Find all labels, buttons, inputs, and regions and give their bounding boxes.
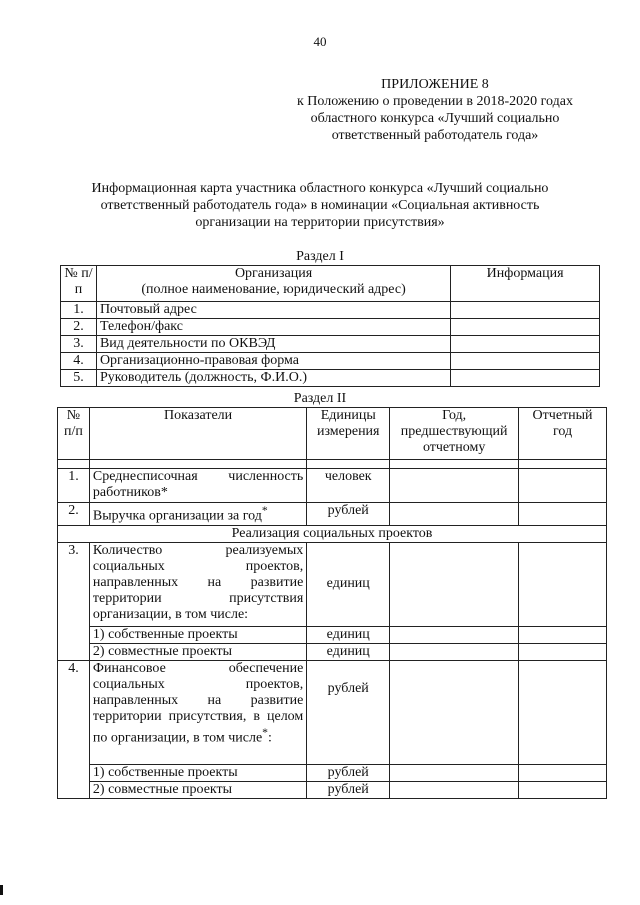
footnote-mark: * [262, 725, 268, 739]
table-row [58, 503, 607, 526]
row-label-text: Финансовое обеспечение социальных проектов, направленных на развитие территории присутствия, в целом по организации, в том числе [92, 660, 304, 746]
table-row [61, 353, 600, 370]
section-1-title: Раздел I [296, 249, 344, 264]
row-number: 2. [61, 319, 97, 336]
unit-cell: единиц [307, 542, 390, 626]
document-title [60, 180, 580, 231]
table-row [61, 336, 600, 353]
value-cell[interactable] [519, 469, 607, 503]
unit-cell: человек [307, 469, 390, 503]
unit-cell: рублей [307, 660, 390, 764]
table-row [61, 370, 600, 387]
value-cell[interactable] [519, 542, 607, 626]
row-number: 5. [61, 370, 97, 387]
subrow-label: 2) совместные проекты [89, 781, 306, 798]
unit-cell: единиц [307, 626, 390, 643]
num-header: № п/п [58, 408, 90, 460]
row-label-text: Выручка организации за год [92, 508, 262, 524]
row-label-suffix: : [268, 730, 272, 746]
table-header-row [61, 266, 600, 302]
appendix-line: к Положению о проведении в 2018-2020 годах [297, 94, 573, 109]
title-line: ответственный работодатель года» в номинации «Социальная активность [100, 198, 540, 213]
table-row [61, 319, 600, 336]
row-label: Телефон/факс [96, 319, 450, 336]
row-label: Почтовый адрес [96, 302, 450, 319]
info-cell[interactable] [451, 336, 600, 353]
row-number: 1. [58, 469, 90, 503]
row-label [89, 660, 306, 764]
row-number: 1. [61, 302, 97, 319]
row-label [89, 503, 306, 526]
subrow-label: 1) собственные проекты [89, 626, 306, 643]
org-header-sub: (полное наименование, юридический адрес) [141, 282, 406, 297]
row-label: Среднесписочная численность работников* [89, 469, 306, 503]
row-number: 4. [58, 660, 90, 798]
info-cell[interactable] [451, 353, 600, 370]
value-cell[interactable] [519, 643, 607, 660]
table-subrow [58, 626, 607, 643]
page-number: 40 [313, 34, 327, 49]
unit-cell: рублей [307, 764, 390, 781]
units-header: Единицы измерения [307, 408, 390, 460]
report-year-header: Отчетный год [519, 408, 607, 460]
subrow-label: 2) совместные проекты [89, 643, 306, 660]
num-header: № п/п [61, 266, 97, 302]
row-number: 2. [58, 503, 90, 526]
unit-cell: рублей [307, 781, 390, 798]
info-cell[interactable] [451, 319, 600, 336]
subrow-label: 1) собственные проекты [89, 764, 306, 781]
table-header-row [58, 408, 607, 460]
section-2-title: Раздел II [293, 391, 347, 406]
title-line: организации на территории присутствия» [195, 215, 445, 230]
info-cell[interactable] [451, 302, 600, 319]
scan-edge-mark [0, 885, 3, 895]
appendix-line: областного конкурса «Лучший социально [310, 111, 560, 126]
value-cell[interactable] [519, 503, 607, 526]
prev-year-header: Год, предшествующий отчетному [390, 408, 519, 460]
unit-cell: рублей [307, 503, 390, 526]
org-header-title: Организация [234, 266, 313, 281]
row-label: Вид деятельности по ОКВЭД [96, 336, 450, 353]
info-header: Информация [451, 266, 600, 302]
info-cell[interactable] [451, 370, 600, 387]
appendix-header [270, 76, 600, 144]
table-row [61, 302, 600, 319]
value-cell[interactable] [390, 469, 519, 503]
table-row [58, 660, 607, 764]
table-row [58, 542, 607, 626]
value-cell[interactable] [519, 660, 607, 764]
table-row [58, 469, 607, 503]
value-cell[interactable] [390, 503, 519, 526]
org-header [96, 266, 450, 302]
appendix-line: ответственный работодатель года» [331, 128, 539, 143]
appendix-title: ПРИЛОЖЕНИЕ 8 [381, 77, 489, 92]
row-number: 3. [58, 542, 90, 660]
table-subrow [58, 781, 607, 798]
value-cell[interactable] [390, 781, 519, 798]
value-cell[interactable] [519, 764, 607, 781]
subsection-title: Реализация социальных проектов [58, 525, 607, 542]
row-number: 4. [61, 353, 97, 370]
row-number: 3. [61, 336, 97, 353]
section-2-table [57, 407, 607, 799]
row-label: Организационно-правовая форма [96, 353, 450, 370]
value-cell[interactable] [390, 660, 519, 764]
section-1-table [60, 265, 600, 387]
value-cell[interactable] [519, 626, 607, 643]
unit-cell: единиц [307, 643, 390, 660]
row-label: Руководитель (должность, Ф.И.О.) [96, 370, 450, 387]
value-cell[interactable] [390, 542, 519, 626]
separator-row [58, 460, 607, 469]
value-cell[interactable] [390, 626, 519, 643]
indicators-header: Показатели [89, 408, 306, 460]
value-cell[interactable] [519, 781, 607, 798]
table-subrow [58, 764, 607, 781]
footnote-mark: * [261, 504, 268, 517]
subsection-row [58, 525, 607, 542]
table-subrow [58, 643, 607, 660]
title-line: Информационная карта участника областного конкурса «Лучший социально [91, 181, 549, 196]
row-label: Количество реализуемых социальных проектов, направленных на развитие территории присутствия организации, в том числе: [89, 542, 306, 626]
value-cell[interactable] [390, 764, 519, 781]
value-cell[interactable] [390, 643, 519, 660]
